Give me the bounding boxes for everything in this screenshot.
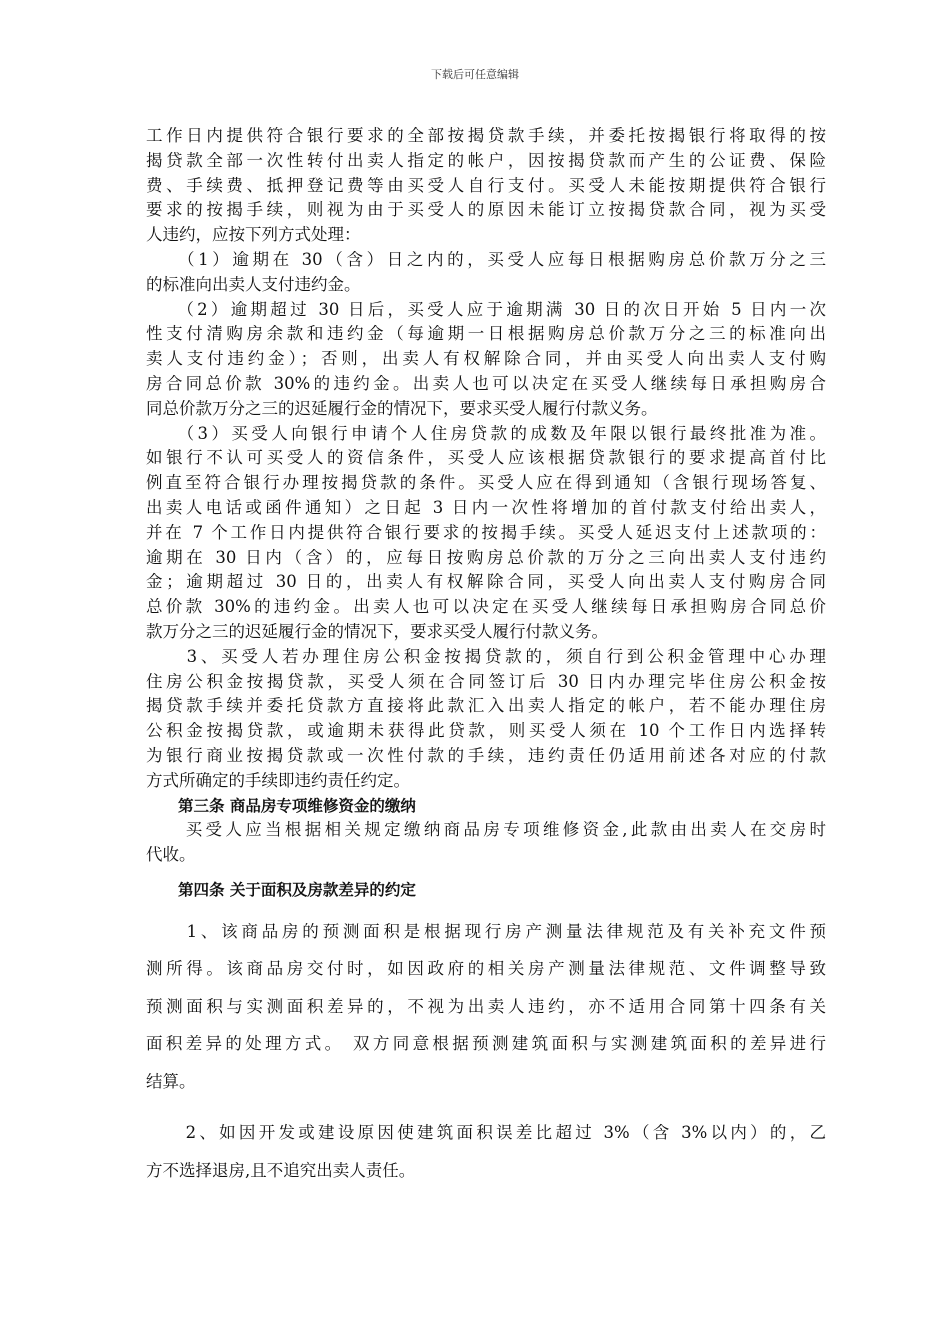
text-line: 为银行商业按揭贷款或一次性付款的手续，违约责任仍适用前述各对应的付款: [146, 745, 826, 765]
article-4-paragraph-1: [146, 913, 826, 1101]
text-line: 方不选择退房,且不追究出卖人责任。: [146, 1160, 416, 1180]
text-line: 面积差异的处理方式。 双方同意根据预测建筑面积与实测建筑面积的差异进行: [146, 1034, 826, 1054]
text-line: 出卖人电话或函件通知）之日起 3 日内一次性将增加的首付款支付给出卖人，: [146, 497, 826, 517]
text-line: 要求的按揭手续，则视为由于买受人的原因未能订立按揭贷款合同，视为买受: [146, 200, 826, 220]
payment-clauses: [146, 124, 826, 794]
text-line: 揭贷款手续并委托贷款方直接将此款汇入出卖人指定的帐户，若不能办理住房: [146, 696, 826, 716]
text-line: 费、手续费、抵押登记费等由买受人自行支付。买受人未能按期提供符合银行: [146, 175, 826, 195]
text-line: 人违约，应按下列方式处理：: [146, 225, 361, 245]
text-line: 性支付清购房余款和违约金（每逾期一日根据购房总价款万分之三的标准向出: [146, 324, 826, 344]
article-4-heading: 第四条 关于面积及房款差异的约定: [178, 880, 416, 899]
text-line: 并在 7 个工作日内提供符合银行要求的按揭手续。买受人延迟支付上述款项的：: [146, 522, 826, 542]
text-line: 买受人应当根据相关规定缴纳商品房专项维修资金,此款由出卖人在交房时: [146, 820, 826, 840]
text-line: 款万分之三的迟延履行金的情况下，要求买受人履行付款义务。: [146, 621, 608, 641]
text-line: 金；逾期超过 30 日的，出卖人有权解除合同，买受人向出卖人支付购房合同: [146, 572, 826, 592]
text-line: （2）逾期超过 30 日后，买受人应于逾期满 30 日的次日开始 5 日内一次: [146, 299, 826, 319]
text-line: 揭贷款全部一次性转付出卖人指定的帐户，因按揭贷款而产生的公证费、保险: [146, 150, 826, 170]
text-line: （1）逾期在 30（含）日之内的，买受人应每日根据购房总价款万分之三: [146, 249, 826, 269]
text-line: 测所得。该商品房交付时，如因政府的相关房产测量法律规范、文件调整导致: [146, 959, 826, 979]
text-line: 的标准向出卖人支付违约金。: [146, 274, 361, 294]
text-line: 方式所确定的手续即违约责任约定。: [146, 770, 410, 790]
text-line: 结算。: [146, 1071, 196, 1091]
text-line: 工作日内提供符合银行要求的全部按揭贷款手续，并委托按揭银行将取得的按: [146, 126, 826, 145]
text-line: 同总价款万分之三的迟延履行金的情况下，要求买受人履行付款义务。: [146, 398, 658, 418]
text-line: 例直至符合银行办理按揭贷款的条件。买受人应在得到通知（含银行现场答复、: [146, 473, 826, 493]
article-3-heading: 第三条 商品房专项维修资金的缴纳: [178, 796, 416, 815]
document-body: [146, 124, 826, 1189]
text-line: 2、如因开发或建设原因使建筑面积误差比超过 3%（含 3%以内）的，乙: [146, 1123, 826, 1143]
text-line: 逾期在 30 日内（含）的，应每日按购房总价款的万分之三向出卖人支付违约: [146, 547, 826, 567]
text-line: 3、买受人若办理住房公积金按揭贷款的，须自行到公积金管理中心办理: [146, 646, 826, 666]
text-line: 住房公积金按揭贷款，买受人须在合同签订后 30 日内办理完毕住房公积金按: [146, 671, 826, 691]
text-line: 房合同总价款 30%的违约金。出卖人也可以决定在买受人继续每日承担购房合: [146, 373, 826, 393]
text-line: 公积金按揭贷款，或逾期未获得此贷款，则买受人须在 10 个工作日内选择转: [146, 721, 826, 741]
article-4: [146, 878, 826, 1189]
text-line: 总价款 30%的违约金。出卖人也可以决定在买受人继续每日承担购房合同总价: [146, 597, 826, 617]
text-line: 预测面积与实测面积差异的，不视为出卖人违约，亦不适用合同第十四条有关: [146, 996, 826, 1016]
page-header: 下载后可任意编辑: [431, 68, 519, 81]
article-3: [146, 794, 826, 868]
text-line: 如银行不认可买受人的资信条件，买受人应该根据贷款银行的要求提高首付比: [146, 448, 826, 468]
text-line: 代收。: [146, 845, 196, 865]
article-4-paragraph-2: [146, 1114, 826, 1189]
text-line: 卖人支付违约金）；否则，出卖人有权解除合同，并由买受人向出卖人支付购: [146, 349, 826, 369]
text-line: （3）买受人向银行申请个人住房贷款的成数及年限以银行最终批准为准。: [146, 423, 826, 443]
text-line: 1、该商品房的预测面积是根据现行房产测量法律规范及有关补充文件预: [146, 921, 826, 941]
